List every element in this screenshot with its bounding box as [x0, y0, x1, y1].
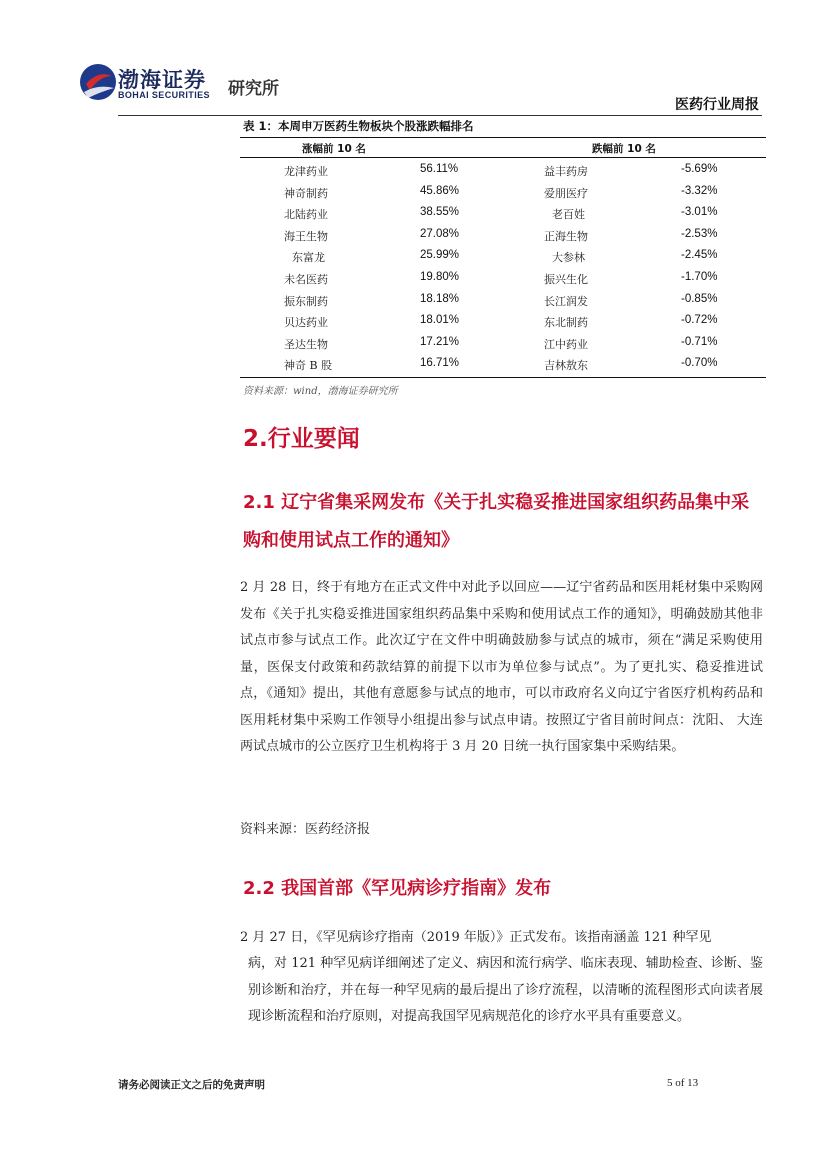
up-stock-name: 东富龙 [292, 251, 325, 265]
down-stock-name: 江中药业 [544, 337, 588, 351]
down-stock-change: -0.70% [681, 357, 718, 370]
header-divider [118, 115, 762, 116]
down-stock-change: -3.32% [681, 184, 718, 197]
down-stock-name: 老百姓 [552, 208, 585, 222]
up-stock-name: 圣达生物 [284, 337, 328, 351]
down-stock-change: -2.53% [681, 227, 718, 240]
table-title: 表 1：本周申万医药生物板块个股涨跌幅排名 [243, 119, 474, 133]
up-stock-name: 神奇 B 股 [284, 359, 333, 373]
down-stock-change: -0.71% [681, 335, 718, 348]
footer-disclaimer: 请务必阅读正文之后的免责声明 [118, 1079, 265, 1091]
table-source: 资料来源：wind，渤海证券研究所 [243, 386, 398, 397]
institute-label: 研究所 [228, 79, 279, 99]
up-stock-name: 振东制药 [284, 294, 328, 308]
table-top-rule [240, 137, 766, 138]
up-stock-change: 18.18% [420, 292, 460, 305]
down-stock-change: -5.69% [681, 163, 718, 175]
up-stock-change: 38.55% [420, 206, 460, 219]
down-stock-name: 正海生物 [544, 229, 588, 243]
article-2-title: 2.2 我国首部《罕见病诊疗指南》发布 [243, 878, 552, 899]
table-header-rule [240, 157, 766, 158]
bohai-logo-icon [78, 62, 118, 102]
down-stock-name: 东北制药 [544, 316, 588, 330]
report-type: 医药行业周报 [675, 97, 759, 113]
down-stock-change: -0.72% [681, 314, 718, 327]
down-stock-change: -0.85% [681, 292, 718, 305]
down-stock-change: -1.70% [681, 271, 718, 283]
article-1-body: 2 月 28 日，终于有地方在正式文件中对此予以回应——辽宁省药品和医用耗材集中采购网发布《关于扎实稳妥推进国家组织药品集中采购和使用试点工作的通知》，明确鼓励其他非试点市参与试点工作。此次辽宁在文件中明确鼓励参与试点的城市，须在“满足采购使用量，医保支付政策和药款结算的前提下以市为单位参与试点”。为了更扎实、稳妥推进试点，《通知》提出，其他有意愿参与试点的地市，可以市政府名义向辽宁省医疗机构药品和医用耗材集中采购工作领导小组提出参与试点申请。按照辽宁省目前时间点：沈阳、 大连两试点城市的公立医疗卫生机构将于 3 月 20 日统一执行国家集中采购结果。 [240, 580, 763, 754]
up-stock-change: 56.11% [420, 163, 459, 175]
article-2-body-rest: 病，对 121 种罕见病详细阐述了定义、病因和流行病学、临床表现、辅助检查、诊断、鉴别诊断和治疗，并在每一种罕见病的最后提出了诊疗流程，以清晰的流程图形式向读者展现诊断流程和治疗原则，对提高我国罕见病规范化的诊疗水平具有重要意义。 [248, 956, 763, 1024]
table-row [240, 225, 766, 247]
table-bottom-rule [240, 377, 766, 378]
up-stock-change: 17.21% [420, 335, 460, 348]
table-row [240, 311, 766, 333]
down-stock-name: 大参林 [552, 251, 585, 265]
down-stock-name: 爱朋医疗 [544, 186, 588, 200]
table-row [240, 160, 766, 182]
logo-en-text: BOHAI SECURITIES [118, 90, 210, 100]
table-row [240, 290, 766, 312]
article-1-title: 2.1 辽宁省集采网发布《关于扎实稳妥推进国家组织药品集中采购和使用试点工作的通知》 [243, 492, 750, 551]
up-stock-change: 18.01% [420, 314, 460, 327]
table-row [240, 333, 766, 355]
up-stock-change: 45.86% [420, 184, 460, 197]
down-stock-name: 吉林敖东 [544, 359, 588, 373]
up-stock-name: 未名医药 [284, 273, 328, 286]
up-stock-change: 16.71% [420, 357, 460, 370]
table-row [240, 268, 766, 290]
up-stock-change: 19.80% [420, 271, 460, 283]
up-stock-name: 贝达药业 [284, 316, 328, 330]
up-stock-name: 北陆药业 [284, 208, 328, 222]
up-stock-name: 神奇制药 [284, 186, 328, 200]
article-2-body-line1: 2 月 27 日，《罕见病诊疗指南（2019 年版）》正式发布。该指南涵盖 121 种罕见 [240, 930, 712, 945]
table-row [240, 354, 766, 376]
section-title: 2.行业要闻 [243, 426, 360, 452]
down-stock-name: 长江润发 [544, 294, 588, 308]
down-stock-change: -2.45% [681, 249, 718, 262]
table-row [240, 246, 766, 268]
article-1-source: 资料来源：医药经济报 [240, 822, 371, 837]
up-stock-change: 27.08% [420, 227, 460, 240]
down-stock-change: -3.01% [681, 206, 718, 219]
logo-cn-text: 渤海证券 [118, 68, 206, 92]
up-stock-name: 龙津药业 [284, 165, 328, 178]
down-stock-name: 振兴生化 [544, 273, 588, 286]
column-header-down: 跌幅前 10 名 [592, 143, 656, 155]
up-stock-name: 海王生物 [284, 229, 328, 243]
column-header-up: 涨幅前 10 名 [302, 143, 366, 155]
up-stock-change: 25.99% [420, 249, 460, 262]
down-stock-name: 益丰药房 [544, 165, 588, 178]
page-number: 5 of 13 [667, 1077, 699, 1089]
table-row [240, 182, 766, 204]
table-row [240, 203, 766, 225]
